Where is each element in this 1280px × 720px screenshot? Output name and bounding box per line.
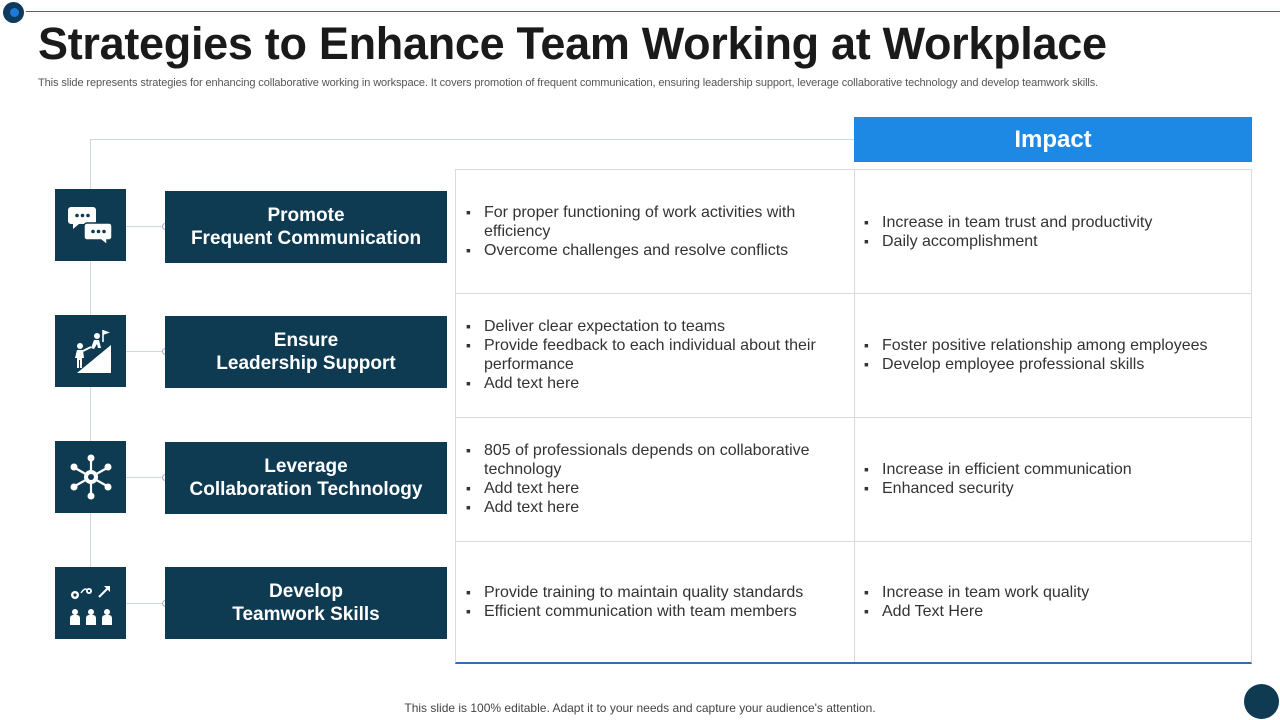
action-cell [466,541,846,662]
action-list [466,317,846,393]
strategy-box-leadership [165,316,447,388]
action-list [466,441,846,517]
list-item: ▪ Add text here [466,498,846,517]
list-item: ▪ Add text here [466,479,846,498]
slide-subtitle: This slide represents strategies for enhancing collaborative working in workspace. It covers promotion of frequent communication, ensuring leadership support, leverage collaborative technology and develop teamwork skills. [38,77,1099,89]
connector-top [90,139,854,140]
row-icon-box [55,189,126,261]
action-cell [466,293,846,417]
impact-list [864,213,1152,251]
top-rule [14,11,1280,12]
strategy-line-1: Promote [267,205,345,226]
list-item: ▪ Daily accomplishment [864,232,1152,251]
action-cell [466,417,846,541]
list-item: ▪ Deliver clear expectation to teams [466,317,846,336]
impact-list [864,460,1132,498]
list-item: ▪ Enhanced security [864,479,1132,498]
action-cell [466,170,846,293]
impact-cell [864,417,1244,541]
action-list [466,583,803,621]
impact-list [864,336,1208,374]
team-skills-icon [67,579,115,627]
impact-header: Impact [854,117,1252,162]
list-item: ▪ Add text here [466,374,846,393]
chat-bubbles-icon [67,201,115,249]
leadership-climb-icon [67,327,115,375]
column-divider [854,170,855,662]
row-icon-box [55,315,126,387]
top-decor-dot [3,2,24,23]
strategy-line-2: Leadership Support [216,353,396,374]
strategy-line-1: Develop [269,581,343,602]
list-item: ▪ Add Text Here [864,602,1089,621]
list-item: ▪ Develop employee professional skills [864,355,1208,374]
strategy-line-1: Leverage [264,456,348,477]
connector-row-1 [126,226,165,227]
connector-row-2 [126,351,165,352]
list-item: ▪ 805 of professionals depends on collaborative technology [466,441,846,479]
list-item: ▪ Increase in team work quality [864,583,1089,602]
impact-cell [864,541,1244,662]
row-icon-box [55,441,126,513]
strategy-line-2: Teamwork Skills [232,604,380,625]
connector-row-4 [126,603,165,604]
strategy-line-2: Collaboration Technology [189,479,423,500]
network-hub-icon [67,453,115,501]
list-item: ▪ Overcome challenges and resolve conflicts [466,241,846,260]
list-item: ▪ For proper functioning of work activities with efficiency [466,203,846,241]
list-item: ▪ Efficient communication with team members [466,602,803,621]
action-list [466,203,846,260]
list-item: ▪ Provide training to maintain quality standards [466,583,803,602]
impact-list [864,583,1089,621]
list-item: ▪ Foster positive relationship among employees [864,336,1208,355]
bottom-decor-dot [1244,684,1279,719]
strategy-box-communication [165,191,447,263]
footer-note: This slide is 100% editable. Adapt it to your needs and capture your audience's attention. [404,701,876,715]
list-item: ▪ Increase in efficient communication [864,460,1132,479]
strategy-line-1: Ensure [273,330,339,351]
strategy-box-technology [165,442,447,514]
strategy-table [455,169,1252,664]
connector-row-3 [126,477,165,478]
strategy-box-teamwork [165,567,447,639]
row-icon-box [55,567,126,639]
impact-cell [864,170,1244,293]
strategy-line-2: Frequent Communication [190,228,422,249]
impact-cell [864,293,1244,417]
list-item: ▪ Provide feedback to each individual about their performance [466,336,846,374]
list-item: ▪ Increase in team trust and productivity [864,213,1152,232]
slide-title: Strategies to Enhance Team Working at Workplace [38,18,1107,69]
